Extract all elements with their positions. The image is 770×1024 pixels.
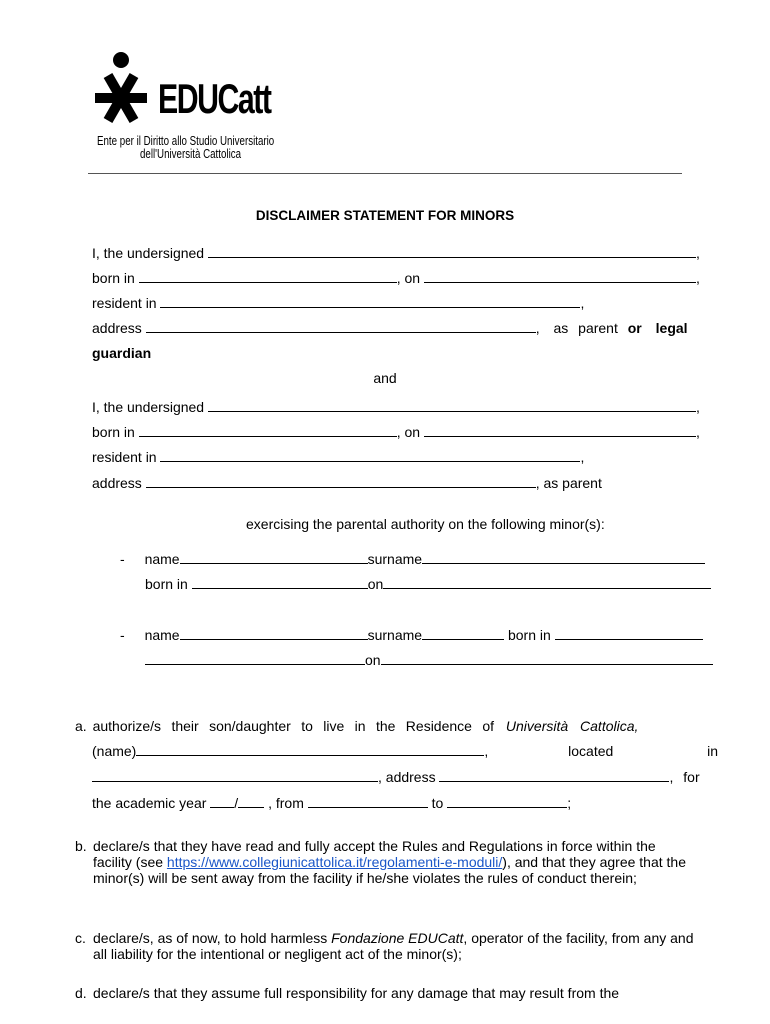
born-in-label: born in bbox=[507, 627, 551, 643]
parent1-birthdate-field[interactable] bbox=[424, 268, 696, 283]
parent2-resident-row: resident in , bbox=[92, 449, 585, 465]
clause-d bbox=[75, 985, 695, 1001]
minor2-birthplace-field[interactable] bbox=[555, 625, 703, 640]
minor1-name-field[interactable] bbox=[180, 549, 368, 564]
educatt-logo-icon bbox=[94, 52, 158, 130]
document-title: DISCLAIMER STATEMENT FOR MINORS bbox=[255, 208, 515, 223]
born-in-label: born in bbox=[145, 576, 188, 592]
clause-label: d. bbox=[75, 985, 87, 1001]
minor1-name-row bbox=[120, 549, 720, 569]
regulations-link[interactable]: https://www.collegiunicattolica.it/regolamenti-e-moduli/ bbox=[166, 854, 503, 870]
clause-c-text-end: , operator of the facility, from any and all liability for the intentional or negligent act of the minor(s); bbox=[93, 930, 694, 962]
clause-a-text: authorize/s their son/daughter to live in the Residence of bbox=[92, 718, 495, 734]
minor2-name-row bbox=[120, 625, 720, 645]
year-end-field[interactable] bbox=[238, 793, 264, 808]
parent1-name-field[interactable] bbox=[208, 243, 696, 258]
address-label: address bbox=[92, 320, 142, 336]
resident-in-label: resident in bbox=[92, 295, 157, 311]
clause-label: a. bbox=[75, 718, 87, 734]
exercising-authority-text: exercising the parental authority on the following minor(s): bbox=[246, 516, 605, 532]
name-label: name bbox=[144, 551, 180, 567]
as-parent-label: as parent bbox=[553, 320, 618, 336]
clause-b-text: declare/s that they have read and fully accept the Rules and Regulations in force within the facility (see bbox=[93, 838, 656, 870]
logo-subtitle-line2: dell'Università Cattolica bbox=[140, 147, 242, 161]
clause-c-text: declare/s, as of now, to hold harmless bbox=[93, 930, 332, 946]
residence-address-field[interactable] bbox=[439, 767, 669, 782]
minor1-birthdate-field[interactable] bbox=[383, 574, 711, 589]
clause-a-line4 bbox=[92, 793, 718, 813]
parent2-address-row bbox=[92, 473, 718, 493]
clause-b-text-end: ), and that they agree that the minor(s) will be sent away from the facility if he/she violates the rules of conduct therein; bbox=[93, 854, 686, 886]
for-label: , for bbox=[669, 769, 700, 785]
or-legal-label: or legal bbox=[627, 320, 688, 336]
parent1-birthplace-field[interactable] bbox=[139, 268, 397, 283]
parent1-address-row: address , as parent or legal bbox=[92, 320, 688, 336]
clause-b bbox=[75, 838, 695, 886]
parent1-residence-field[interactable] bbox=[160, 293, 580, 308]
on-label: , on bbox=[396, 270, 421, 286]
born-in-label: born in bbox=[92, 424, 135, 440]
address-label: , address bbox=[378, 769, 436, 785]
name-label: (name) bbox=[92, 743, 137, 759]
year-start-field[interactable] bbox=[210, 793, 234, 808]
academic-year-label: the academic year bbox=[92, 795, 207, 811]
parent2-name-field[interactable] bbox=[208, 397, 696, 412]
university-name: Università Cattolica, bbox=[505, 718, 639, 734]
minor2-name-field[interactable] bbox=[180, 625, 368, 640]
parent2-birth-row: born in , on , bbox=[92, 424, 700, 440]
logo-subtitle-line1: Ente per il Diritto allo Studio Universitario bbox=[97, 134, 275, 148]
clause-label: b. bbox=[75, 838, 87, 854]
as-parent-label: , as parent bbox=[535, 475, 602, 491]
guardian-label: guardian bbox=[92, 345, 152, 361]
header-divider bbox=[88, 173, 682, 174]
minor2-extra-field[interactable] bbox=[145, 650, 365, 665]
minor2-birthdate-field[interactable] bbox=[381, 650, 713, 665]
minor1-birthplace-field[interactable] bbox=[192, 574, 368, 589]
on-label: , on bbox=[396, 424, 421, 440]
parent2-residence-field[interactable] bbox=[160, 447, 580, 462]
minor1-birth-row bbox=[145, 574, 720, 594]
clause-c bbox=[75, 930, 695, 962]
resident-in-label: resident in bbox=[92, 449, 157, 465]
on-label: on bbox=[367, 576, 384, 592]
logo-wordmark: EDUCatt bbox=[158, 75, 271, 122]
to-date-field[interactable] bbox=[447, 793, 567, 808]
clause-d-text: declare/s that they assume full responsibility for any damage that may result from the bbox=[93, 985, 620, 1001]
dash: - bbox=[120, 627, 125, 643]
minor1-surname-field[interactable] bbox=[422, 549, 705, 564]
born-in-label: born in bbox=[92, 270, 135, 286]
parent2-address-field[interactable] bbox=[146, 473, 536, 488]
parent2-birthplace-field[interactable] bbox=[139, 422, 397, 437]
parent2-name-row: I, the undersigned , bbox=[92, 399, 700, 415]
residence-city-field[interactable] bbox=[92, 767, 378, 782]
clause-end: ; bbox=[567, 795, 572, 811]
surname-label: surname bbox=[367, 551, 423, 567]
name-label: name bbox=[144, 627, 180, 643]
minor2-date-row bbox=[145, 650, 720, 670]
located-label: located bbox=[568, 743, 614, 759]
parent1-birth-row: born in , on , bbox=[92, 270, 700, 286]
clause-a-line3 bbox=[92, 767, 718, 787]
dash: - bbox=[120, 551, 125, 567]
on-label: on bbox=[365, 652, 381, 668]
clause-a-line2: (name) , located in bbox=[92, 743, 718, 759]
parent2-birthdate-field[interactable] bbox=[424, 422, 696, 437]
minor2-surname-field[interactable] bbox=[422, 625, 504, 640]
residence-name-field[interactable] bbox=[136, 741, 484, 756]
clause-a-line1 bbox=[75, 716, 720, 736]
and-label: and bbox=[373, 370, 397, 386]
undersigned-label: I, the undersigned bbox=[92, 399, 205, 415]
foundation-name: Fondazione EDUCatt bbox=[331, 930, 464, 946]
in-label: in bbox=[707, 743, 718, 759]
undersigned-label: I, the undersigned bbox=[92, 245, 205, 261]
parent1-name-row: I, the undersigned , bbox=[92, 245, 700, 261]
from-date-field[interactable] bbox=[308, 793, 428, 808]
clause-label: c. bbox=[75, 930, 86, 946]
parent1-address-field[interactable] bbox=[146, 318, 536, 333]
from-label: , from bbox=[268, 795, 304, 811]
to-label: to bbox=[431, 795, 444, 811]
surname-label: surname bbox=[367, 627, 423, 643]
address-label: address bbox=[92, 475, 142, 491]
parent1-resident-row: resident in , bbox=[92, 295, 585, 311]
year-separator: / bbox=[234, 795, 239, 811]
